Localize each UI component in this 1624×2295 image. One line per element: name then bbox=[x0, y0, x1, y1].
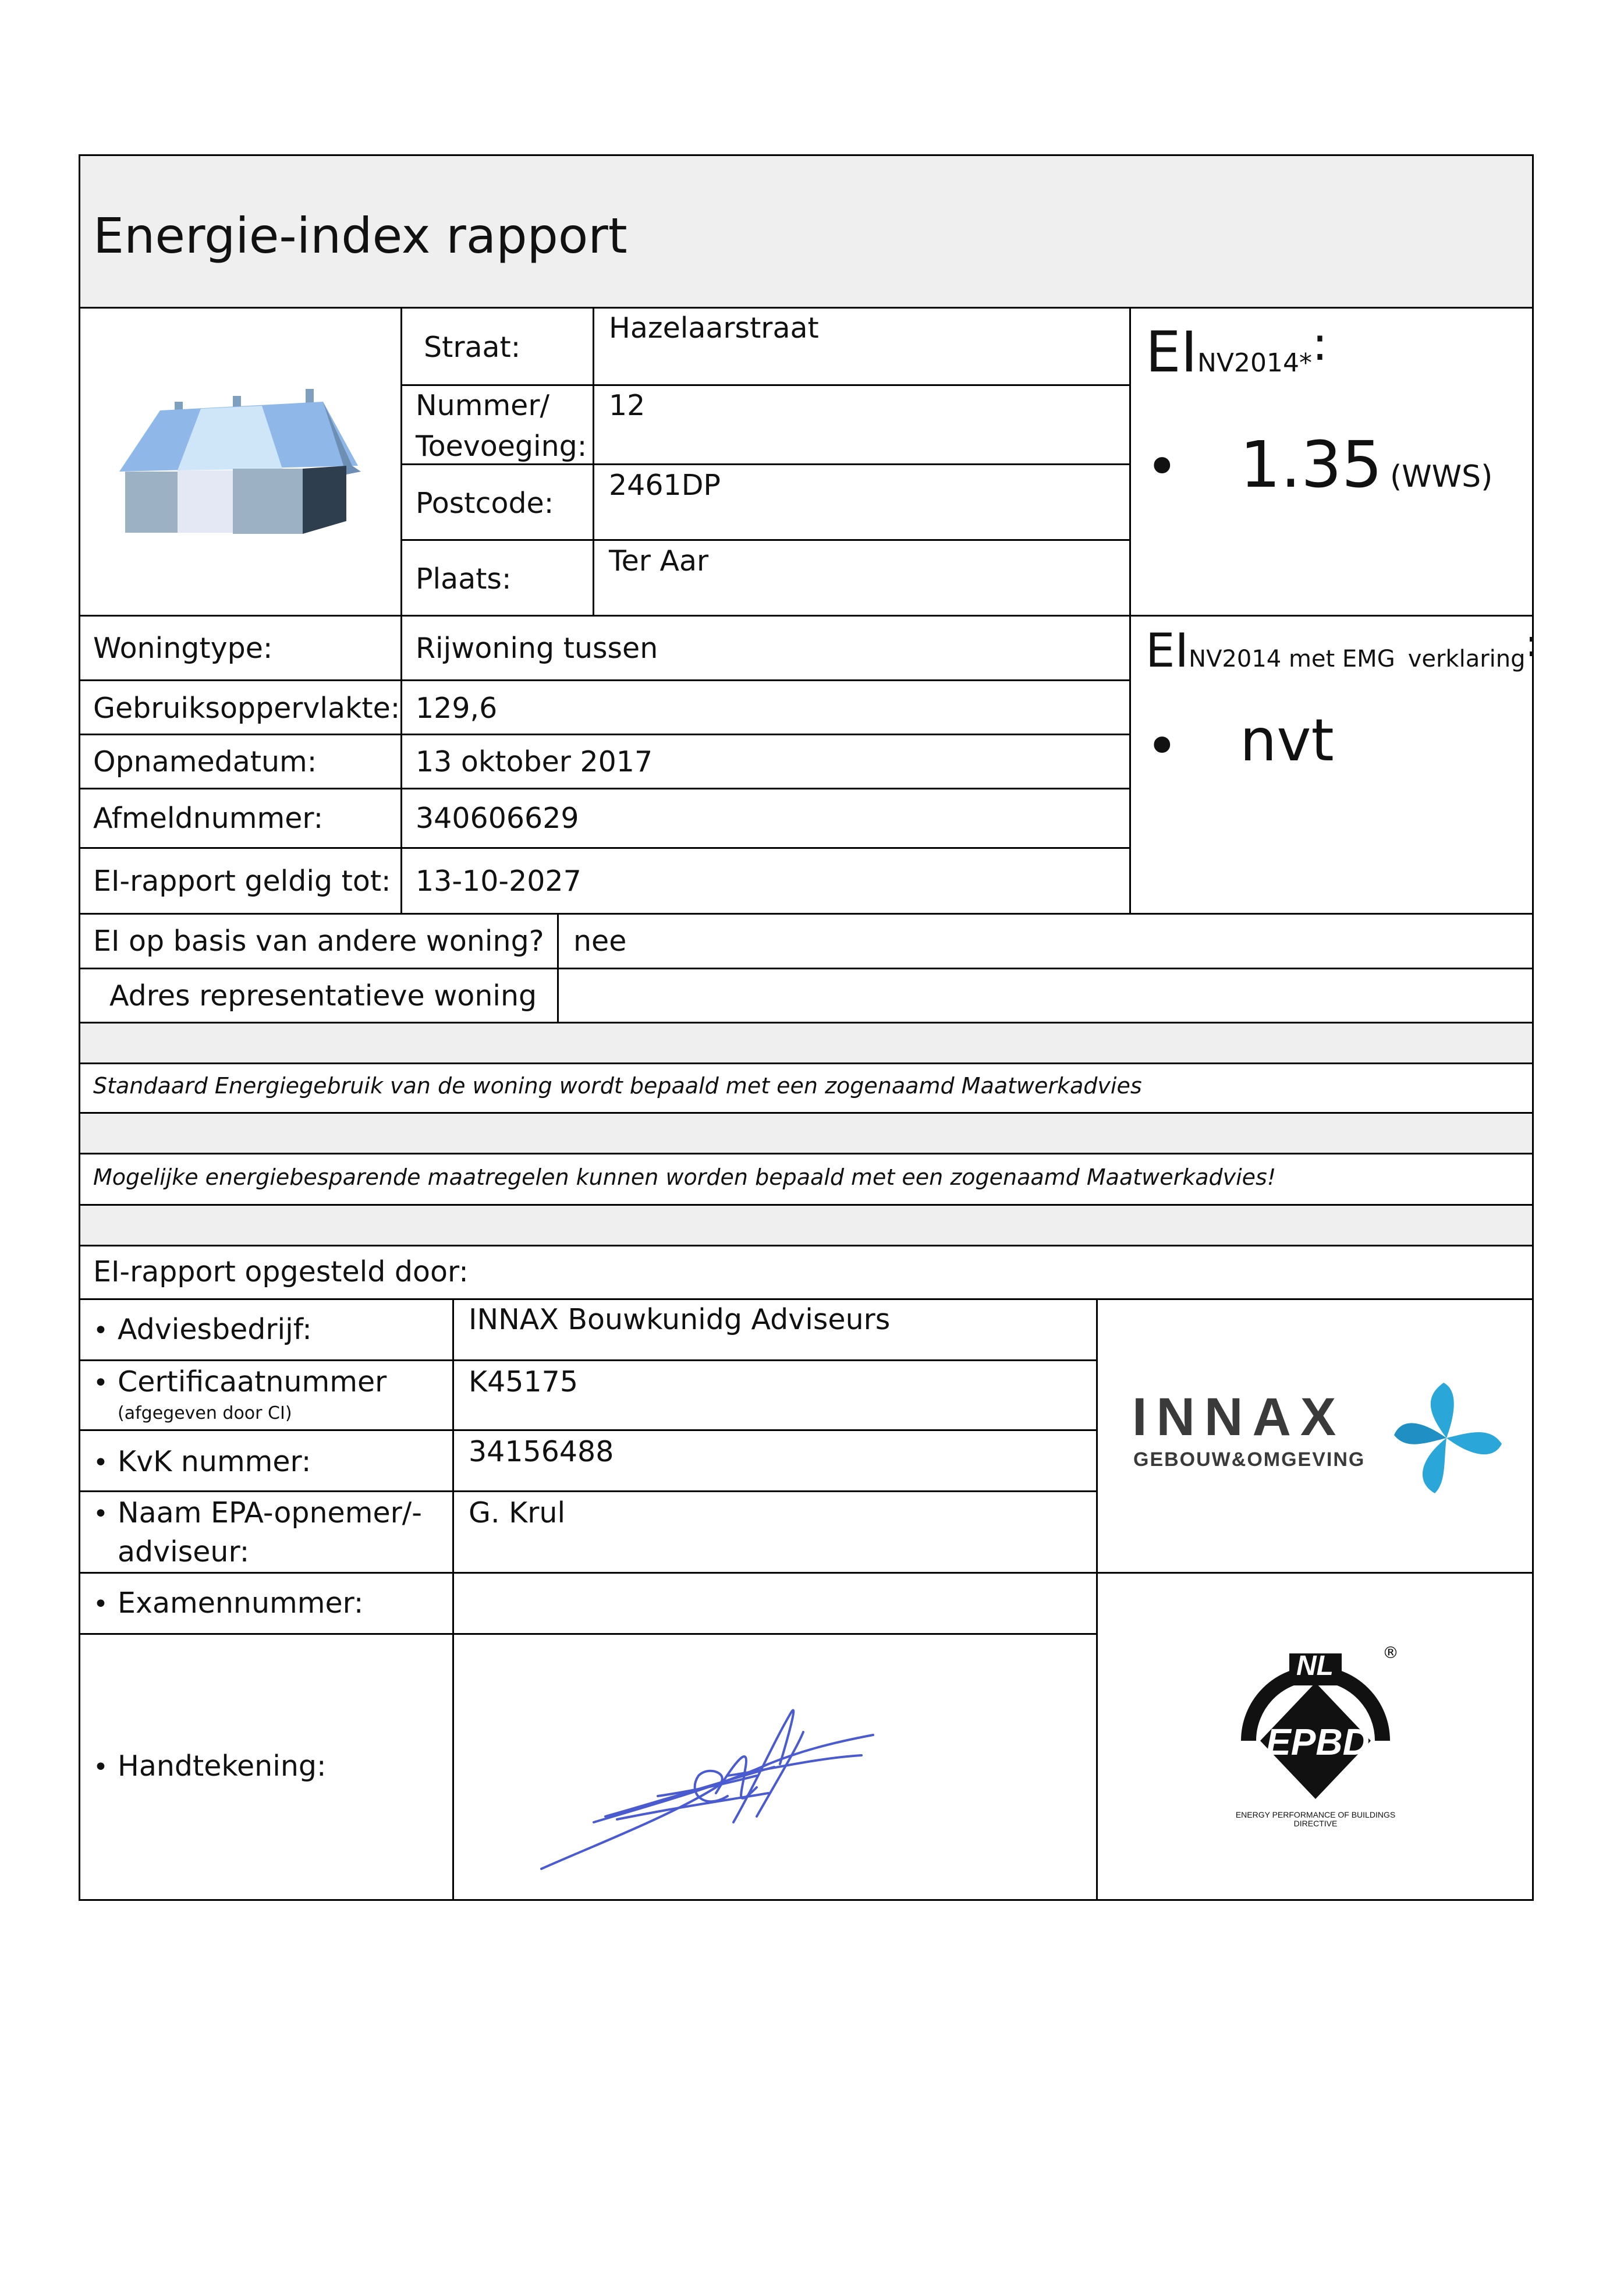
detail-value-afmeldnummer: 340606629 bbox=[416, 802, 579, 835]
epbd-ring-text: ENERGY PERFORMANCE OF BUILDINGS DIRECTIVE bbox=[1235, 1810, 1396, 1829]
ei-nv2014-value: 1.35 bbox=[1240, 427, 1382, 502]
kvk-label: • KvK nummer: bbox=[93, 1445, 311, 1479]
signature-image bbox=[524, 1677, 931, 1886]
detail-value-geldig: 13-10-2027 bbox=[416, 865, 581, 898]
page-title: Energie-index rapport bbox=[93, 207, 627, 264]
epbd-word: EPBD bbox=[1266, 1721, 1370, 1763]
detail-label-oppervlakte: Gebruiksoppervlakte: bbox=[93, 692, 400, 725]
epa-name-value: G. Krul bbox=[469, 1496, 566, 1529]
epbd-registered-mark: ® bbox=[1382, 1643, 1399, 1662]
prepared-by-heading: EI-rapport opgesteld door: bbox=[93, 1255, 469, 1288]
other-home-question: EI op basis van andere woning? bbox=[93, 925, 544, 958]
innax-logo-word: INNAX bbox=[1132, 1387, 1346, 1447]
rep-address-label: Adres representatieve woning bbox=[109, 979, 537, 1012]
number-label-line2: Toevoeging: bbox=[416, 430, 587, 463]
number-label-line1: Nummer/ bbox=[416, 389, 549, 422]
innax-logo-sub: GEBOUW&OMGEVING bbox=[1133, 1448, 1366, 1471]
standard-usage-note: Standaard Energiegebruik van de woning wordt bepaald met een zogenaamd Maatwerkadvies bbox=[93, 1073, 1142, 1099]
ei-emg-subscript2: verklaring bbox=[1407, 646, 1526, 672]
signature-label: • Handtekening: bbox=[93, 1749, 327, 1784]
epbd-nl-text: NL bbox=[1296, 1651, 1334, 1681]
street-label: Straat: bbox=[424, 331, 521, 364]
ei-emg-bullet: • bbox=[1146, 714, 1179, 779]
ei-emg-subscript: NV2014 met EMG bbox=[1189, 646, 1395, 672]
detail-label-afmeldnummer: Afmeldnummer: bbox=[93, 802, 324, 835]
ei-subscript: NV2014* bbox=[1197, 348, 1312, 378]
advisory-value: INNAX Bouwkunidg Adviseurs bbox=[469, 1303, 891, 1336]
ei-colon: : bbox=[1311, 317, 1328, 371]
ei-emg-value: nvt bbox=[1240, 706, 1334, 774]
street-value: Hazelaarstraat bbox=[609, 311, 819, 345]
number-value: 12 bbox=[609, 389, 646, 422]
city-value: Ter Aar bbox=[609, 544, 709, 578]
epa-name-label-line1: • Naam EPA-opnemer/- bbox=[93, 1496, 422, 1531]
epbd-logo bbox=[1225, 1642, 1406, 1828]
ei-label: EI bbox=[1146, 320, 1197, 385]
cert-label: • Certificaatnummer bbox=[93, 1365, 387, 1400]
other-home-answer: nee bbox=[573, 925, 627, 958]
ei-emg-heading bbox=[1146, 623, 1538, 679]
ei-nv2014-heading bbox=[1146, 319, 1328, 386]
postcode-label: Postcode: bbox=[416, 487, 554, 520]
house-image bbox=[114, 378, 364, 541]
detail-label-woningtype: Woningtype: bbox=[93, 632, 273, 665]
detail-value-woningtype: Rijwoning tussen bbox=[416, 632, 658, 665]
exam-label: • Examennummer: bbox=[93, 1586, 363, 1621]
kvk-value: 34156488 bbox=[469, 1435, 614, 1468]
detail-value-oppervlakte: 129,6 bbox=[416, 692, 498, 725]
cert-value: K45175 bbox=[469, 1365, 579, 1398]
city-label: Plaats: bbox=[416, 562, 512, 596]
postcode-value: 2461DP bbox=[609, 469, 721, 502]
innax-logo bbox=[1126, 1374, 1510, 1496]
advisory-label: • Adviesbedrijf: bbox=[93, 1313, 312, 1347]
ei-nv2014-unit: (WWS) bbox=[1390, 459, 1493, 494]
detail-value-opnamedatum: 13 oktober 2017 bbox=[416, 745, 653, 778]
ei-emg-colon: : bbox=[1525, 622, 1538, 665]
measures-note: Mogelijke energiebesparende maatregelen kunnen worden bepaald met een zogenaamd Maatwerkadvies! bbox=[93, 1164, 1276, 1190]
detail-label-geldig: EI-rapport geldig tot: bbox=[93, 865, 391, 898]
ei-emg-label: EI bbox=[1146, 624, 1189, 678]
innax-swirl-icon bbox=[1388, 1380, 1505, 1496]
cert-note: (afgegeven door CI) bbox=[118, 1403, 292, 1423]
epa-name-label-line2: adviseur: bbox=[118, 1535, 250, 1568]
detail-label-opnamedatum: Opnamedatum: bbox=[93, 745, 317, 778]
ei-nv2014-bullet: • bbox=[1146, 434, 1179, 500]
